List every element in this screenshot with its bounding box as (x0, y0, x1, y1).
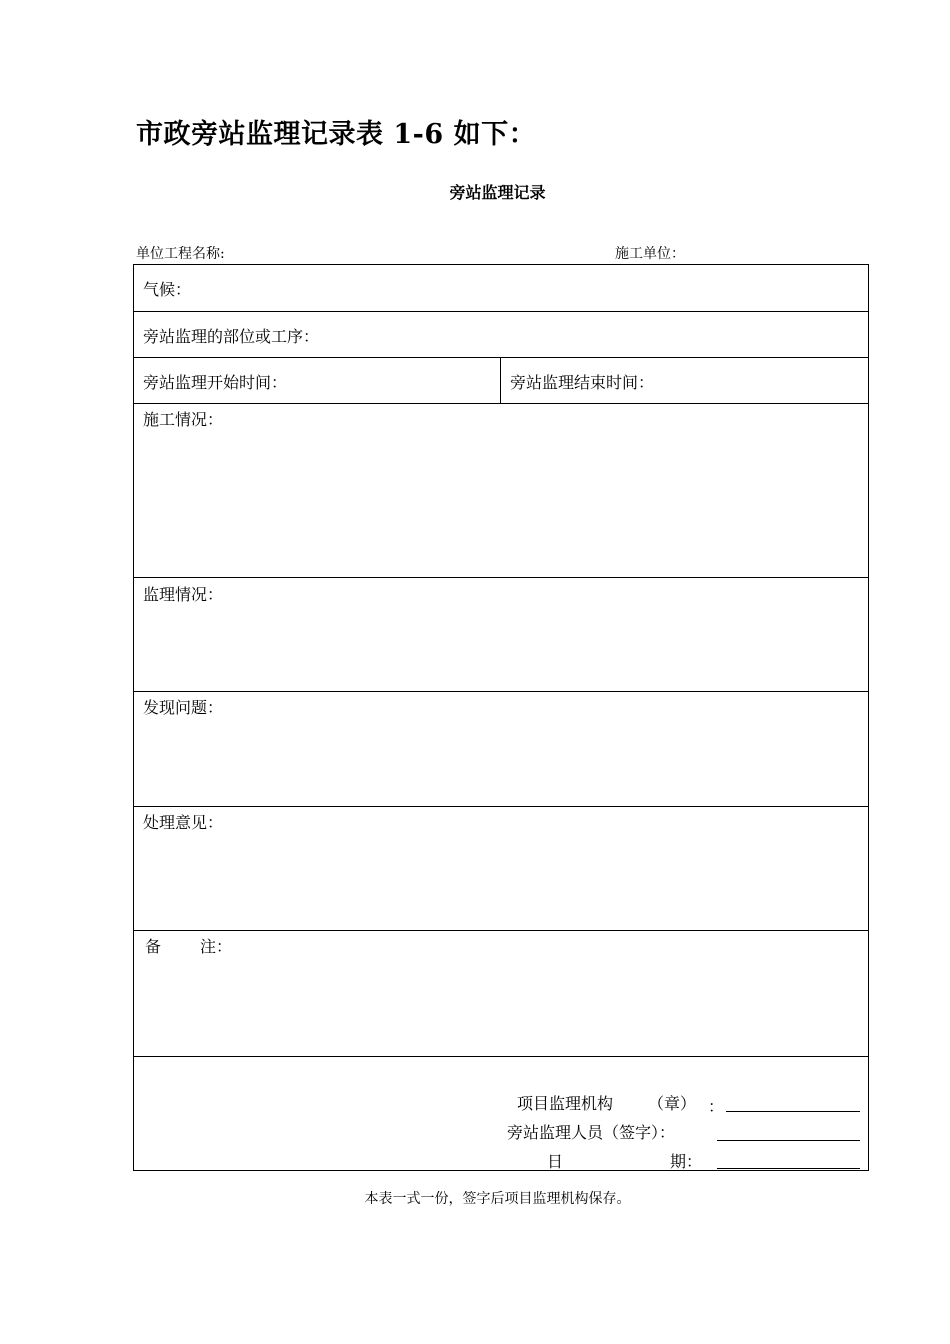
contractor-label: 施工单位： (615, 246, 685, 262)
weather-label: 气候： (143, 280, 192, 299)
project-name-label: 单位工程名称: (136, 246, 225, 262)
person-signature-field[interactable] (717, 1140, 860, 1141)
remarks-label-a: 备 (145, 937, 162, 956)
end-time-label[interactable]: 旁站监理结束时间： (510, 373, 655, 392)
cell-divider (500, 358, 501, 403)
record-form (133, 264, 869, 1171)
person-label: 旁站监理人员（签字）： (507, 1123, 676, 1142)
org-colon: ： (708, 1097, 725, 1116)
date-label-a: 日 (547, 1152, 564, 1171)
problems-row[interactable] (134, 692, 868, 807)
remarks-row[interactable] (134, 931, 868, 1057)
org-seal-field[interactable] (726, 1111, 860, 1112)
org-label: 项目监理机构 (517, 1094, 614, 1113)
page-heading: 市政旁站监理记录表 1-6 如下： (136, 119, 537, 150)
weather-row[interactable] (134, 265, 868, 312)
form-title: 旁站监理记录 (449, 183, 546, 202)
time-row (134, 358, 868, 404)
construction-row[interactable] (134, 404, 868, 578)
footnote: 本表一式一份，签字后项目监理机构保存。 (364, 1191, 631, 1207)
date-field[interactable] (717, 1168, 860, 1169)
part-label: 旁站监理的部位或工序： (143, 327, 320, 346)
supervision-row[interactable] (134, 578, 868, 692)
supervision-label: 监理情况： (143, 585, 224, 604)
part-row[interactable] (134, 312, 868, 358)
start-time-label[interactable]: 旁站监理开始时间： (143, 373, 288, 392)
remarks-label-b: 注： (200, 937, 233, 956)
problems-label: 发现问题： (143, 698, 224, 717)
opinion-row[interactable] (134, 807, 868, 931)
org-seal-label: （章） (648, 1094, 697, 1113)
date-label-b: 期： (670, 1152, 703, 1171)
signature-row (134, 1057, 868, 1170)
construction-label: 施工情况： (143, 410, 224, 429)
opinion-label: 处理意见： (143, 813, 224, 832)
